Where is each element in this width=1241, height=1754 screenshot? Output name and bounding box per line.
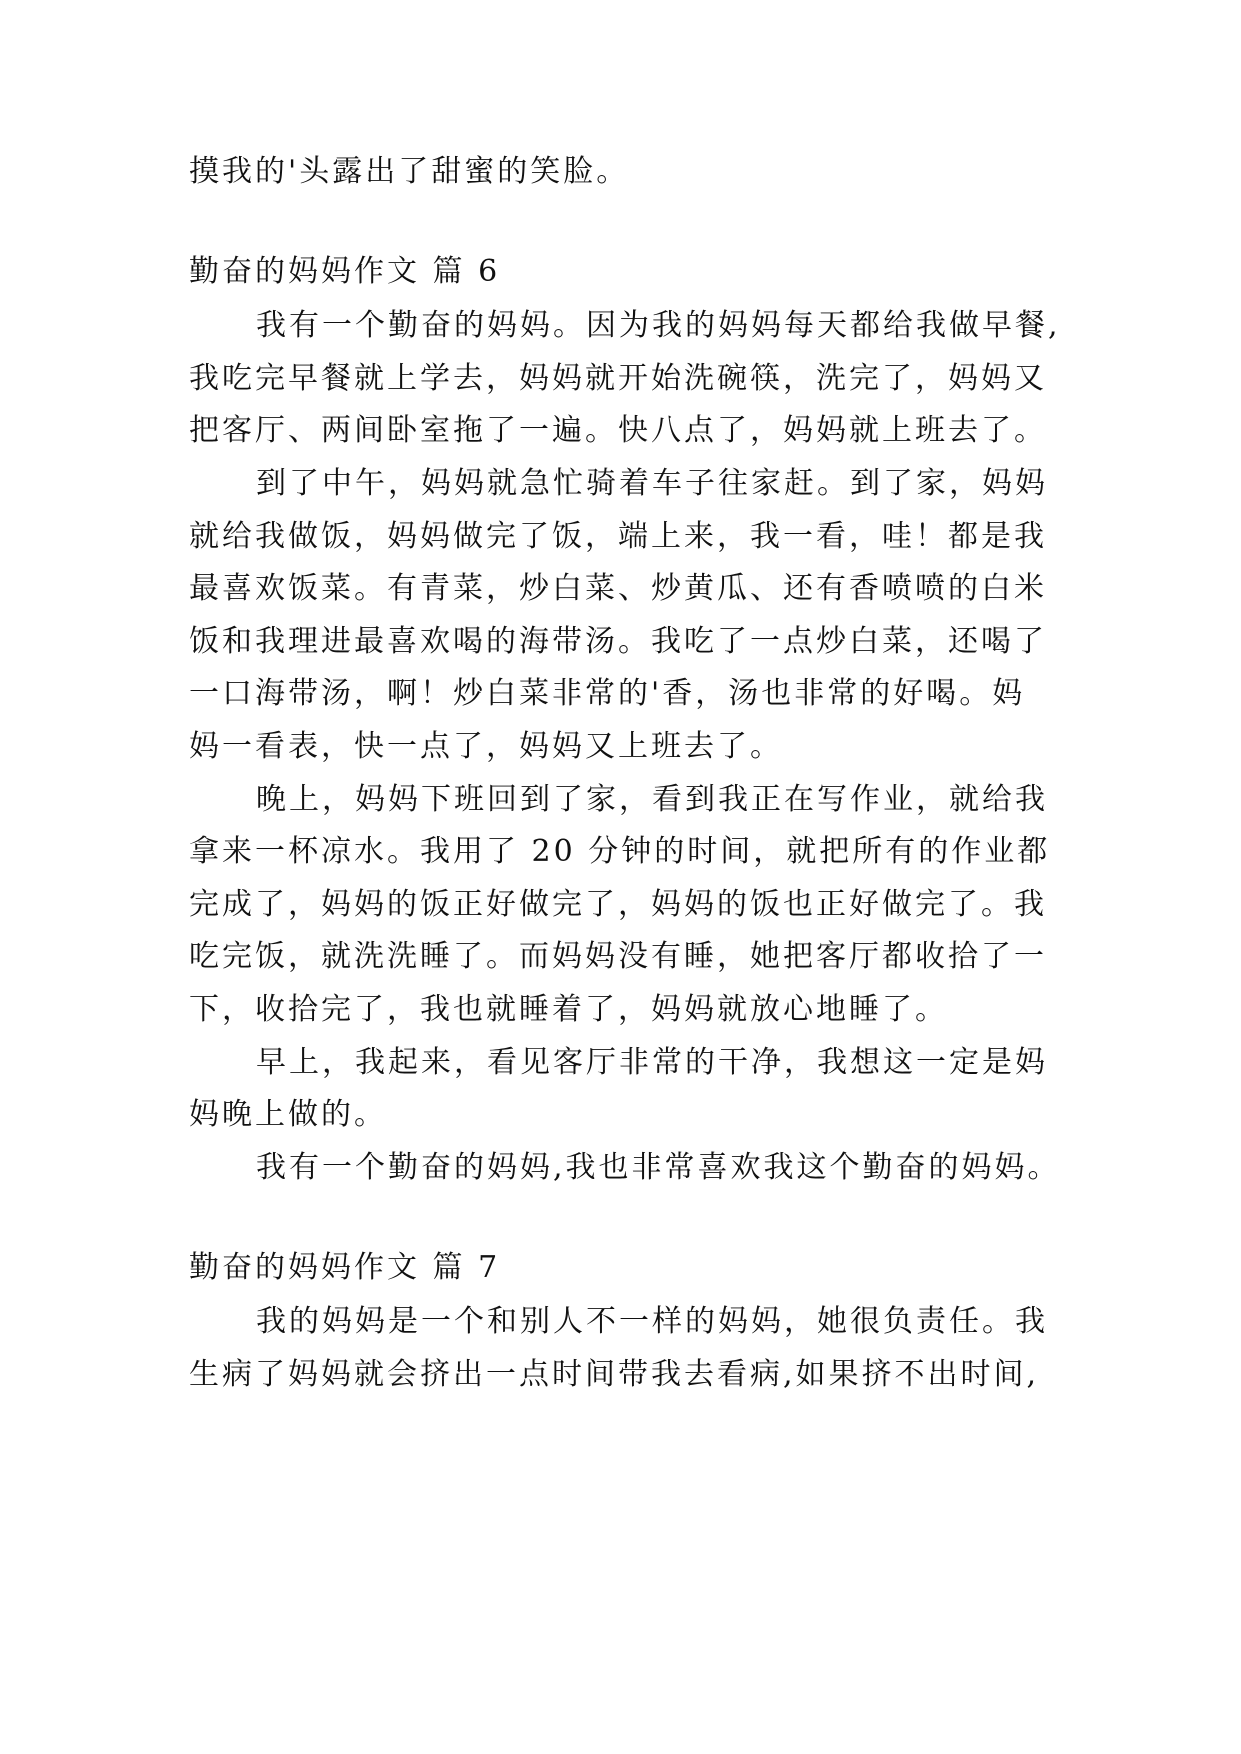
paragraph-line: 完成了，妈妈的饭正好做完了，妈妈的饭也正好做完了。我 — [189, 887, 1047, 922]
paragraph-line: 我的妈妈是一个和别人不一样的妈妈，她很负责任。我 — [256, 1304, 1048, 1339]
paragraph-line: 我有一个勤奋的妈妈,我也非常喜欢我这个勤奋的妈妈。 — [256, 1150, 1061, 1185]
paragraph-line: 妈晚上做的。 — [189, 1097, 387, 1132]
paragraph-line: 到了中午，妈妈就急忙骑着车子往家赶。到了家，妈妈 — [256, 466, 1048, 501]
paragraph-line: 最喜欢饭菜。有青菜，炒白菜、炒黄瓜、还有香喷喷的白米 — [189, 571, 1047, 606]
paragraph-line: 下，收拾完了，我也就睡着了，妈妈就放心地睡了。 — [189, 992, 948, 1027]
paragraph-line: 我有一个勤奋的妈妈。因为我的妈妈每天都给我做早餐, — [256, 308, 1061, 343]
paragraph-line: 饭和我理进最喜欢喝的海带汤。我吃了一点炒白菜，还喝了 — [189, 624, 1047, 659]
paragraph-line: 生病了妈妈就会挤出一点时间带我去看病,如果挤不出时间, — [189, 1357, 1040, 1392]
paragraph-line: 拿来一杯凉水。我用了 20 分钟的时间，就把所有的作业都 — [189, 834, 1051, 869]
paragraph-line: 吃完饭，就洗洗睡了。而妈妈没有睡，她把客厅都收拾了一 — [189, 939, 1047, 974]
paragraph-line: 就给我做饭，妈妈做完了饭，端上来，我一看，哇！都是我 — [189, 519, 1047, 554]
paragraph-line: 晚上，妈妈下班回到了家，看到我正在写作业，就给我 — [256, 782, 1048, 817]
text-line: 摸我的'头露出了甜蜜的笑脸。 — [189, 154, 630, 189]
paragraph-line: 我吃完早餐就上学去，妈妈就开始洗碗筷，洗完了，妈妈又 — [189, 361, 1047, 396]
paragraph-line: 早上，我起来，看见客厅非常的干净，我想这一定是妈 — [256, 1045, 1048, 1080]
paragraph-line: 一口海带汤，啊！炒白菜非常的'香，汤也非常的好喝。妈 — [189, 676, 1026, 711]
paragraph-line: 妈一看表，快一点了，妈妈又上班去了。 — [189, 729, 783, 764]
section-heading-7: 勤奋的妈妈作文 篇 7 — [189, 1250, 501, 1285]
paragraph-line: 把客厅、两间卧室拖了一遍。快八点了，妈妈就上班去了。 — [189, 413, 1047, 448]
section-heading-6: 勤奋的妈妈作文 篇 6 — [189, 254, 501, 289]
